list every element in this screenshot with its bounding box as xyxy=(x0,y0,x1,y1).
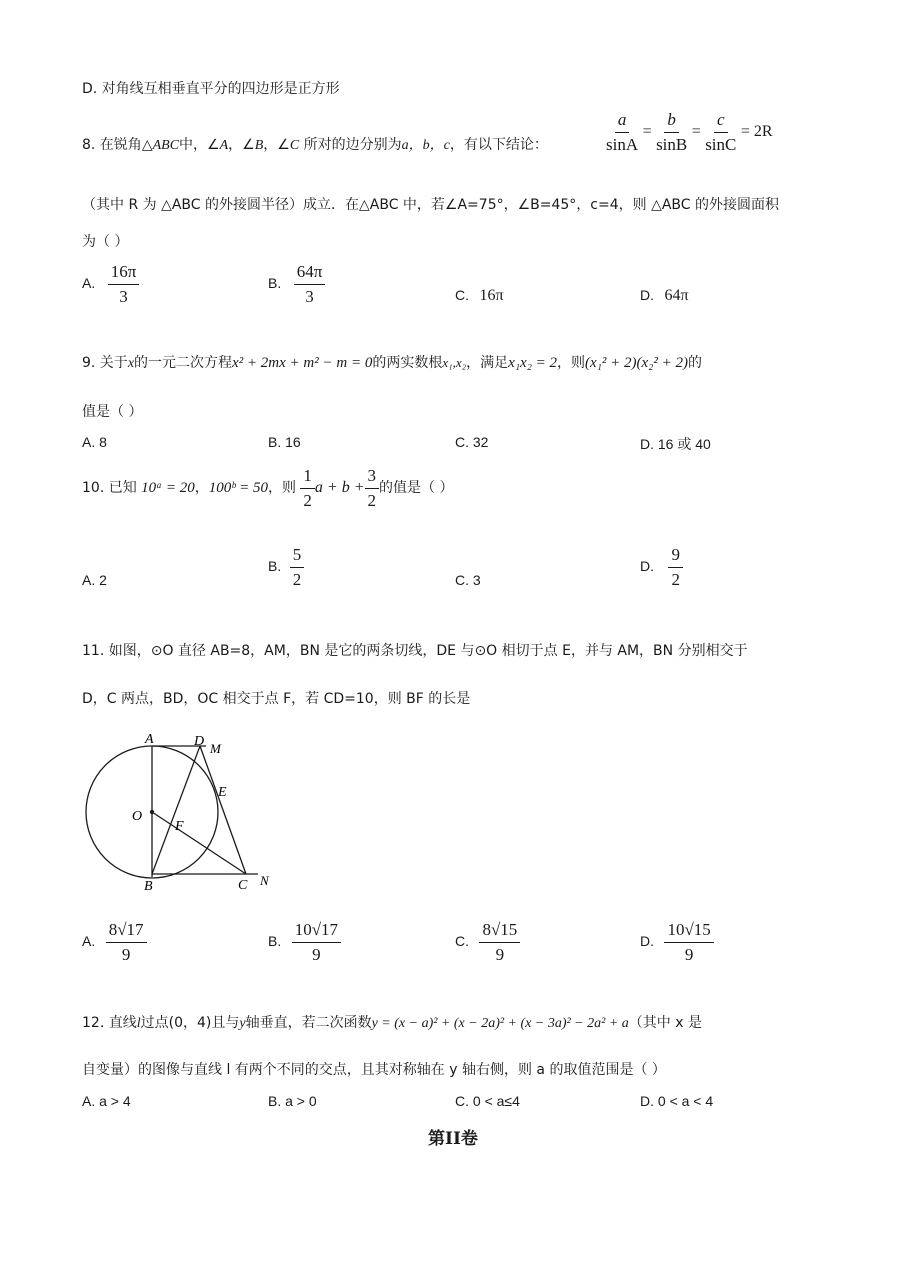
q11-option-c xyxy=(455,920,520,964)
q10-option-b xyxy=(268,545,304,589)
section-title: 第II卷 xyxy=(428,1129,478,1149)
q10-expression: a + b + xyxy=(314,479,365,497)
q10-text: 10. 已知 xyxy=(82,480,137,497)
q10-option-a: A. 2 xyxy=(82,572,107,588)
q8-angle: A xyxy=(219,138,229,153)
q12-option-d: D. 0 < a < 4 xyxy=(640,1093,714,1109)
numerator: 3 xyxy=(365,466,380,489)
q8-text: ，∠ xyxy=(228,137,255,153)
q10-text: 的值是（ ） xyxy=(379,480,454,497)
q8-text: 中，∠ xyxy=(179,137,220,153)
q9-text: ，满足 xyxy=(466,355,509,371)
q11-option-a xyxy=(82,920,147,964)
q9-option-d: D. 16 或 40 xyxy=(640,436,711,452)
fraction xyxy=(365,466,380,510)
denominator: sinB xyxy=(656,134,688,154)
numerator: 1 xyxy=(300,466,315,489)
option-label: D. xyxy=(640,287,654,303)
option-label: C. xyxy=(455,287,469,303)
option-label: A. xyxy=(82,933,96,950)
q8-option-c xyxy=(455,287,504,305)
q8-option-b xyxy=(268,262,325,306)
denominator: 3 xyxy=(119,286,128,306)
q8-text: ，有以下结论： xyxy=(449,137,548,153)
numerator: 5 xyxy=(290,545,305,568)
denominator: 9 xyxy=(684,944,694,964)
q9-expression: (x₁² + 2)(x₂² + 2) xyxy=(585,355,689,371)
label-o: O xyxy=(132,809,143,824)
label-a: A xyxy=(145,732,154,747)
q12-stem-line1 xyxy=(82,1012,702,1032)
label-m: M xyxy=(210,741,221,756)
q10-stem xyxy=(82,466,453,510)
numerator: 64π xyxy=(294,262,326,285)
denominator: sinA xyxy=(606,134,639,154)
q11-figure xyxy=(80,728,280,898)
numerator: 8√17 xyxy=(106,920,147,943)
option-value: 64π xyxy=(664,287,689,304)
fraction xyxy=(290,545,305,589)
q8-sides: a，b，c xyxy=(401,138,450,153)
q9-option-c: C. 32 xyxy=(455,434,489,450)
q9-var: x xyxy=(127,356,135,371)
q10-text: ，则 xyxy=(267,480,296,497)
fraction xyxy=(479,920,520,964)
denominator: sinC xyxy=(705,134,737,154)
q12-stem-line2: 自变量）的图像与直线 l 有两个不同的交点，且其对称轴在 y 轴右侧，则 a 的取值范围是（ ） xyxy=(82,1062,666,1078)
label-n: N xyxy=(260,873,269,888)
tangent-dc xyxy=(200,746,246,874)
q12-var: l xyxy=(136,1016,141,1031)
denominator: 9 xyxy=(312,944,321,964)
numerator: c xyxy=(714,110,728,133)
numerator: 9 xyxy=(668,545,683,568)
q8-text: 8. 在锐角 xyxy=(82,137,142,153)
q9-text: ，则 xyxy=(557,355,586,371)
fraction xyxy=(664,920,713,964)
q9-stem-line1 xyxy=(82,352,702,372)
q12-option-c: C. 0 < a≤4 xyxy=(455,1093,520,1109)
q12-var: y xyxy=(239,1016,246,1031)
denominator: 3 xyxy=(305,286,314,306)
q10-condition-2: 100ᵇ = 50 xyxy=(208,480,268,497)
q8-angle: B xyxy=(254,138,264,153)
fraction xyxy=(294,262,326,306)
q8-triangle-name: ABC xyxy=(152,138,180,153)
numerator: 16π xyxy=(108,262,140,285)
center-dot xyxy=(150,810,154,814)
label-b: B xyxy=(144,879,153,894)
fraction xyxy=(606,110,638,154)
q8-stem-line3: 为（ ） xyxy=(82,234,129,250)
q11-option-b xyxy=(268,920,341,964)
q10-option-c: C. 3 xyxy=(455,572,481,588)
q8-text: 所对的边分别为 xyxy=(299,137,402,153)
numerator: a xyxy=(615,110,630,133)
option-label: B. xyxy=(268,275,282,292)
denominator: 2 xyxy=(292,569,302,589)
label-c: C xyxy=(238,878,248,893)
q11-stem-line2: D，C 两点，BD，OC 相交于点 F，若 CD=10，则 BF 的长是 xyxy=(82,691,471,707)
q11-stem-line1: 11. 如图，⊙O 直径 AB=8，AM，BN 是它的两条切线，DE 与⊙O 相切于点 E，并与 AM，BN 分别相交于 xyxy=(82,643,748,659)
denominator: 9 xyxy=(121,944,131,964)
q7-option-d: D. 对角线互相垂直平分的四边形是正方形 xyxy=(82,81,340,97)
q9-option-b: B. 16 xyxy=(268,434,301,450)
segment-bd xyxy=(152,746,200,874)
fraction xyxy=(705,110,736,154)
q8-angle: C xyxy=(289,138,300,153)
q8-stem-line1 xyxy=(82,134,548,154)
fraction xyxy=(108,262,140,306)
numerator: 10√15 xyxy=(664,920,713,943)
q9-option-a: A. 8 xyxy=(82,434,107,450)
q12-option-a: A. a > 4 xyxy=(82,1093,131,1109)
fraction xyxy=(668,545,683,589)
q12-function: y = (x − a)² + (x − 2a)² + (x − 3a)² − 2a² + a xyxy=(371,1016,629,1031)
label-e: E xyxy=(218,785,227,800)
fraction xyxy=(292,920,341,964)
option-label: C. xyxy=(455,933,469,950)
numerator: 10√17 xyxy=(292,920,341,943)
q10-condition-1: 10ᵃ = 20 xyxy=(141,480,195,497)
label-f: F xyxy=(175,819,184,834)
segment-oc xyxy=(152,812,246,874)
option-label: B. xyxy=(268,933,282,950)
q8-option-d xyxy=(640,287,689,305)
option-value: 16π xyxy=(479,287,504,304)
q8-law-of-sines: $\frac{a}{\sin A}$ = $\frac{b}{\sin B}$ = $\frac{c}{\sin C}$ = 2R xyxy=(606,110,773,154)
q12-text: （其中 x 是 xyxy=(628,1015,702,1031)
option-label: A. xyxy=(82,275,96,292)
numerator: b xyxy=(664,110,679,133)
q9-text: 的 xyxy=(688,355,703,371)
rhs: = 2R xyxy=(740,123,773,141)
option-label: D. xyxy=(640,933,654,950)
q9-text: 的两实数根 xyxy=(372,355,443,371)
label-d: D xyxy=(194,734,205,749)
q12-text: 过点(0，4)且与 xyxy=(140,1015,240,1031)
q11-option-d xyxy=(640,920,714,964)
denominator: 9 xyxy=(495,944,505,964)
option-label: D. xyxy=(640,558,654,575)
q10-option-d xyxy=(640,545,683,589)
q9-roots: x₁,x₂ xyxy=(442,355,467,370)
q9-text: 的一元二次方程 xyxy=(134,355,233,371)
q9-condition: x₁x₂ = 2 xyxy=(508,355,558,371)
q12-text: 12. 直线 xyxy=(82,1015,137,1031)
q12-text: 轴垂直，若二次函数 xyxy=(245,1015,372,1031)
denominator: 2 xyxy=(671,569,680,589)
q8-stem-line2: （其中 R 为 △ABC 的外接圆半径）成立．在△ABC 中，若∠A=75°，∠B=45°，c=4，则 △ABC 的外接圆面积 xyxy=(82,197,780,213)
denominator: 2 xyxy=(303,490,312,510)
fraction xyxy=(300,466,315,510)
q12-option-b: B. a > 0 xyxy=(268,1093,317,1109)
q9-stem-line2: 值是（ ） xyxy=(82,404,143,420)
q9-text: 9. 关于 xyxy=(82,355,128,371)
fraction xyxy=(106,920,147,964)
triangle-symbol: △ xyxy=(141,137,153,153)
q8-text: ，∠ xyxy=(263,137,290,153)
denominator: 2 xyxy=(367,490,376,510)
fraction xyxy=(656,110,687,154)
q9-equation: x² + 2mx + m² − m = 0 xyxy=(232,355,373,371)
q10-text: ， xyxy=(194,480,209,497)
q8-option-a xyxy=(82,262,139,306)
numerator: 8√15 xyxy=(479,920,520,943)
option-label: B. xyxy=(268,558,282,575)
